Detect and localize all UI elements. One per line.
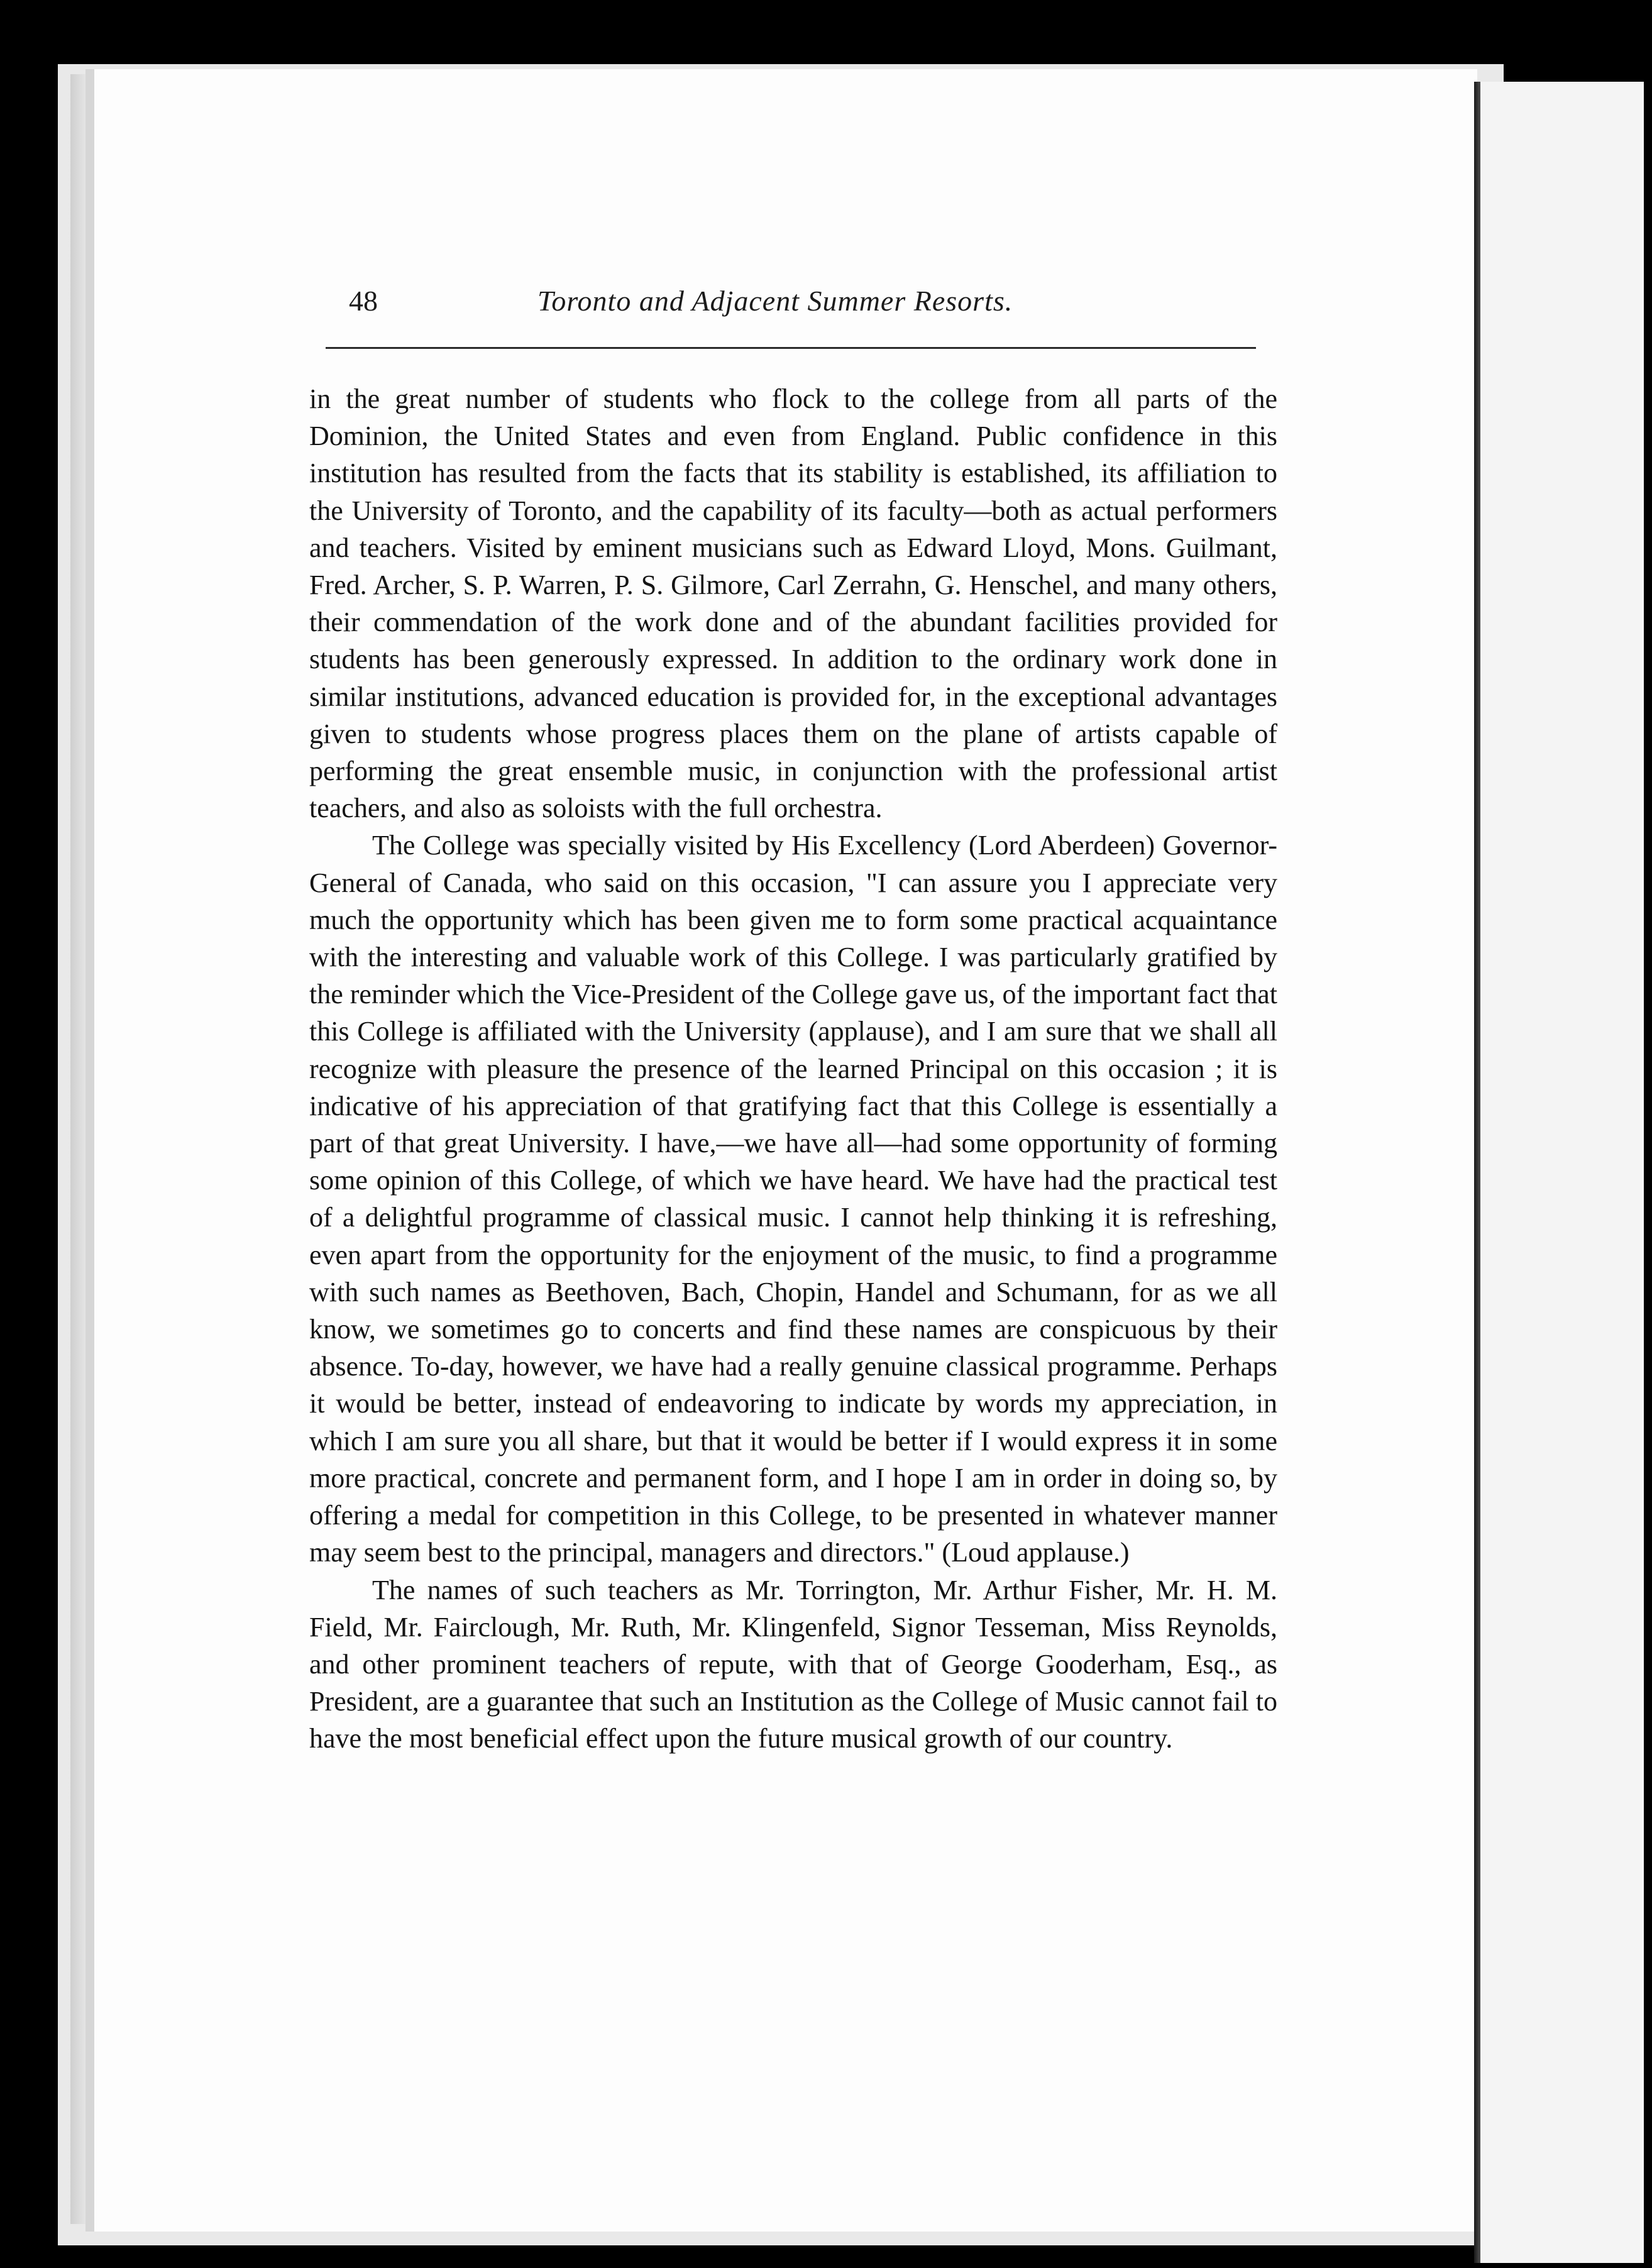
page-header bbox=[349, 284, 1254, 328]
header-rule bbox=[326, 347, 1256, 349]
running-title: Toronto and Adjacent Summer Resorts. bbox=[537, 285, 1013, 317]
page-number: 48 bbox=[349, 285, 378, 317]
body-text bbox=[309, 380, 1277, 1758]
facing-page-edge bbox=[1480, 82, 1644, 2263]
page-spine-shadow bbox=[70, 74, 96, 2224]
paragraph-1: in the great number of students who flock to the college from all parts of the Dominion, the United States and even from England. Public confidence in this institution has resulted from the facts that its stability is established, its affiliation to the University of Toronto, and the capability of its faculty—both as actual performers and teachers. Visited by eminent musicians such as Edward Lloyd, Mons. Guilmant, Fred. Archer, S. P. Warren, P. S. Gilmore, Carl Zerrahn, G. Henschel, and many others, their commendation of the work done and of the abundant facilities provided for students has been generously expressed. In addition to the ordinary work done in similar institutions, advanced education is provided for, in the exceptional advantages given to students whose progress places them on the plane of artists capable of performing the great ensemble music, in conjunction with the professional artist teachers, and also as soloists with the full orchestra. bbox=[309, 383, 1277, 824]
paragraph-3: The names of such teachers as Mr. Torrington, Mr. Arthur Fisher, Mr. H. M. Field, Mr. Fairclough, Mr. Ruth, Mr. Klingenfeld, Signor Tesseman, Miss Reynolds, and other prominent teachers of repute, with that of George Gooderham, Esq., as President, are a guarantee that such an Institution as the College of Music cannot fail to have the most beneficial effect upon the future musical growth of our country. bbox=[309, 1574, 1277, 1754]
paragraph-2: The College was specially visited by His Excellency (Lord Aberdeen) Governor-General of Canada, who said on this occasion, "I can assure you I appreciate very much the opportunity which has been given me to form some practical acquaintance with the interesting and valuable work of this College. I was particularly gratified by the reminder which the Vice-President of the College gave us, of the important fact that this College is affiliated with the University (applause), and I am sure that we shall all recognize with pleasure the presence of the learned Principal on this occasion ; it is indicative of his appreciation of that gratifying fact that this College is essentially a part of that great University. I have,—we have all—had some opportunity of forming some opinion of this College, of which we have heard. We have had the practical test of a delightful programme of classical music. I cannot help thinking it is refreshing, even apart from the opportunity for the enjoyment of the music, to find a programme with such names as Beethoven, Bach, Chopin, Handel and Schumann, for as we all know, we sometimes go to concerts and find these names are conspicuous by their absence. To-day, however, we have had a really genuine classical programme. Perhaps it would be better, instead of endeavoring to indicate by words my appreciation, in which I am sure you all share, but that it would be better if I would express it in some more practical, concrete and permanent form, and I hope I am in order in doing so, by offering a medal for competition in this College, to be presented in whatever manner may seem best to the principal, managers and directors." (Loud applause.) bbox=[309, 830, 1277, 1568]
